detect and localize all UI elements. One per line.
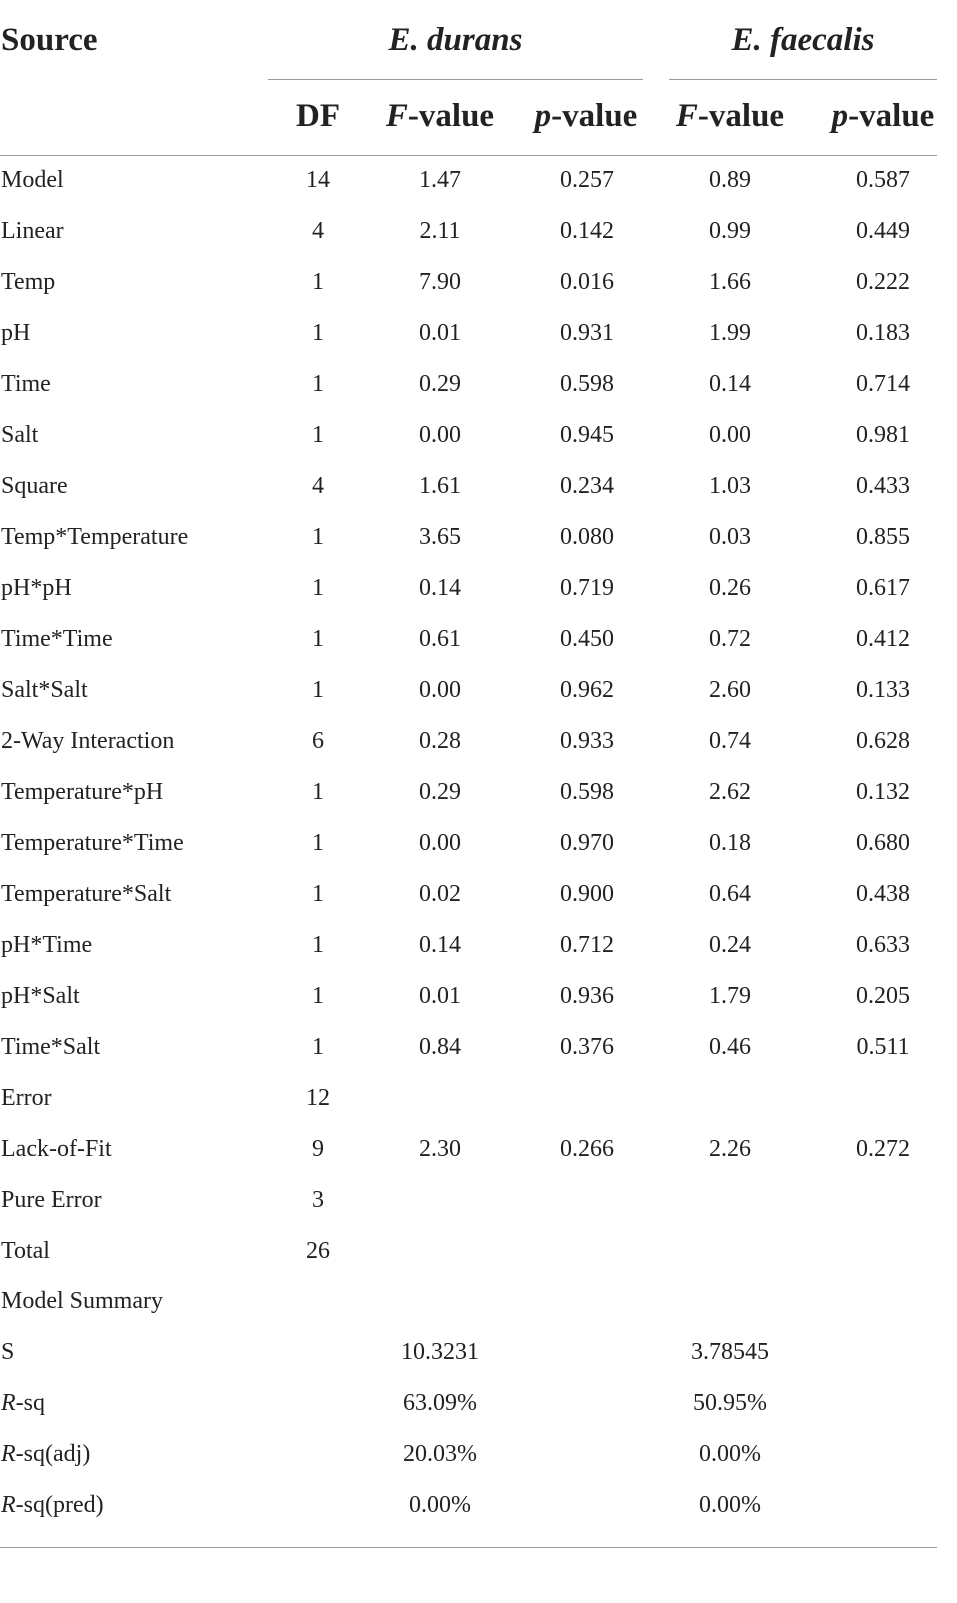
row-df: 1	[312, 779, 324, 805]
table-row	[0, 1022, 957, 1073]
row-p-value-durans: 0.970	[560, 830, 614, 856]
row-f-value-faecalis: 0.89	[709, 167, 751, 193]
header-p-value-1	[520, 96, 652, 136]
header-p-value-2	[812, 96, 954, 136]
summary-title-row	[0, 1276, 957, 1327]
header-species-1	[268, 20, 643, 60]
table-row	[0, 359, 957, 410]
row-f-value-durans: 7.90	[419, 269, 461, 295]
row-f-value-durans: 0.14	[419, 932, 461, 958]
summary-label	[1, 1480, 104, 1531]
table-row	[0, 716, 957, 767]
row-p-value-faecalis: 0.222	[856, 269, 910, 295]
row-p-value-faecalis: 0.714	[856, 371, 910, 397]
row-p-value-faecalis: 0.587	[856, 167, 910, 193]
row-f-value-durans: 0.00	[419, 422, 461, 448]
summary-label-text: -sq(adj)	[15, 1441, 91, 1467]
row-source: Error	[1, 1085, 52, 1111]
row-f-value-faecalis: 2.26	[709, 1136, 751, 1162]
row-f-value-durans: 0.01	[419, 320, 461, 346]
row-df: 12	[306, 1085, 330, 1111]
table-row	[0, 155, 957, 206]
species-2-name: E. faecalis	[731, 22, 875, 58]
row-source: pH	[1, 320, 31, 346]
table-row	[0, 257, 957, 308]
table-row	[0, 461, 957, 512]
row-p-value-faecalis: 0.433	[856, 473, 910, 499]
summary-label-symbol: R	[1, 1390, 16, 1416]
row-f-value-faecalis: 1.79	[709, 983, 751, 1009]
row-p-value-durans: 0.376	[560, 1034, 614, 1060]
row-df: 1	[312, 575, 324, 601]
f-symbol: F	[675, 98, 698, 134]
species-1-name: E. durans	[388, 22, 523, 58]
summary-label-text: -sq	[15, 1390, 46, 1416]
p-symbol: p	[534, 98, 552, 134]
row-df: 1	[312, 422, 324, 448]
summary-value-durans: 10.3231	[401, 1339, 479, 1365]
row-p-value-durans: 0.450	[560, 626, 614, 652]
row-p-value-durans: 0.234	[560, 473, 614, 499]
row-f-value-faecalis: 0.74	[709, 728, 751, 754]
summary-title: Model Summary	[1, 1288, 163, 1314]
row-f-value-faecalis: 1.03	[709, 473, 751, 499]
row-df: 1	[312, 320, 324, 346]
header-species-2	[669, 20, 937, 60]
row-source: Linear	[1, 218, 64, 244]
table-row	[0, 206, 957, 257]
row-source: Pure Error	[1, 1187, 102, 1213]
row-source: Time*Salt	[1, 1034, 101, 1060]
row-df: 14	[306, 167, 330, 193]
row-p-value-faecalis: 0.449	[856, 218, 910, 244]
row-source: pH*Time	[1, 932, 93, 958]
row-f-value-durans: 0.29	[419, 371, 461, 397]
f-suffix: -value	[407, 98, 495, 134]
row-p-value-faecalis: 0.855	[856, 524, 910, 550]
table-row	[0, 869, 957, 920]
row-source: pH*pH	[1, 575, 72, 601]
row-df: 1	[312, 371, 324, 397]
table-bottom-rule	[0, 1547, 937, 1548]
row-p-value-durans: 0.931	[560, 320, 614, 346]
row-f-value-durans: 2.30	[419, 1136, 461, 1162]
p-symbol: p	[831, 98, 849, 134]
row-p-value-faecalis: 0.981	[856, 422, 910, 448]
row-source: Square	[1, 473, 68, 499]
row-source: Model	[1, 167, 64, 193]
row-df: 1	[312, 626, 324, 652]
row-f-value-faecalis: 0.26	[709, 575, 751, 601]
f-symbol: F	[385, 98, 408, 134]
table-row	[0, 1124, 957, 1175]
table-row	[0, 767, 957, 818]
row-f-value-durans: 0.28	[419, 728, 461, 754]
table-row	[0, 614, 957, 665]
summary-value-faecalis: 0.00%	[699, 1492, 761, 1518]
row-f-value-durans: 0.29	[419, 779, 461, 805]
row-f-value-faecalis: 0.72	[709, 626, 751, 652]
row-df: 1	[312, 1034, 324, 1060]
row-source: Temp	[1, 269, 56, 295]
row-p-value-durans: 0.016	[560, 269, 614, 295]
p-suffix: -value	[848, 98, 935, 134]
row-df: 4	[312, 218, 324, 244]
row-source: Time*Time	[1, 626, 113, 652]
table-row	[0, 1073, 957, 1124]
row-p-value-faecalis: 0.438	[856, 881, 910, 907]
row-source: Temperature*Time	[1, 830, 184, 856]
summary-label	[1, 1327, 14, 1378]
row-source: Salt*Salt	[1, 677, 88, 703]
row-df: 9	[312, 1136, 324, 1162]
row-f-value-faecalis: 0.64	[709, 881, 751, 907]
summary-label-symbol: R	[1, 1441, 16, 1467]
table-row	[0, 308, 957, 359]
table-row	[0, 1175, 957, 1226]
row-p-value-durans: 0.936	[560, 983, 614, 1009]
species-2-rule	[669, 79, 937, 80]
summary-row	[0, 1429, 957, 1480]
row-f-value-faecalis: 0.18	[709, 830, 751, 856]
summary-label	[1, 1378, 45, 1429]
table-row	[0, 818, 957, 869]
row-p-value-faecalis: 0.132	[856, 779, 910, 805]
summary-value-faecalis: 50.95%	[693, 1390, 767, 1416]
summary-value-faecalis: 3.78545	[691, 1339, 769, 1365]
row-p-value-faecalis: 0.412	[856, 626, 910, 652]
table-row	[0, 920, 957, 971]
row-f-value-faecalis: 0.03	[709, 524, 751, 550]
row-df: 6	[312, 728, 324, 754]
p-suffix: -value	[551, 98, 638, 134]
row-f-value-faecalis: 1.66	[709, 269, 751, 295]
row-p-value-faecalis: 0.183	[856, 320, 910, 346]
header-source: Source	[1, 22, 98, 58]
row-p-value-durans: 0.598	[560, 779, 614, 805]
row-f-value-durans: 0.00	[419, 830, 461, 856]
table-row	[0, 512, 957, 563]
row-df: 1	[312, 830, 324, 856]
row-df: 1	[312, 677, 324, 703]
row-df: 4	[312, 473, 324, 499]
row-f-value-durans: 3.65	[419, 524, 461, 550]
row-f-value-faecalis: 2.60	[709, 677, 751, 703]
row-p-value-durans: 0.257	[560, 167, 614, 193]
row-p-value-faecalis: 0.205	[856, 983, 910, 1009]
row-f-value-durans: 1.61	[419, 473, 461, 499]
row-f-value-faecalis: 0.46	[709, 1034, 751, 1060]
summary-value-durans: 20.03%	[403, 1441, 477, 1467]
row-f-value-faecalis: 0.14	[709, 371, 751, 397]
row-df: 1	[312, 269, 324, 295]
row-p-value-faecalis: 0.633	[856, 932, 910, 958]
summary-value-durans: 63.09%	[403, 1390, 477, 1416]
row-f-value-durans: 0.00	[419, 677, 461, 703]
header-f-value-2	[666, 96, 794, 136]
summary-label-text: -sq(pred)	[15, 1492, 104, 1518]
row-df: 1	[312, 932, 324, 958]
row-p-value-durans: 0.900	[560, 881, 614, 907]
row-f-value-faecalis: 2.62	[709, 779, 751, 805]
summary-value-durans: 0.00%	[409, 1492, 471, 1518]
summary-label	[1, 1429, 90, 1480]
row-p-value-durans: 0.945	[560, 422, 614, 448]
row-p-value-faecalis: 0.680	[856, 830, 910, 856]
table-row	[0, 410, 957, 461]
row-p-value-durans: 0.719	[560, 575, 614, 601]
species-1-rule	[268, 79, 643, 80]
row-source: Temperature*pH	[1, 779, 164, 805]
row-p-value-durans: 0.712	[560, 932, 614, 958]
row-p-value-faecalis: 0.617	[856, 575, 910, 601]
row-p-value-durans: 0.933	[560, 728, 614, 754]
row-source: Salt	[1, 422, 39, 448]
row-f-value-faecalis: 1.99	[709, 320, 751, 346]
row-p-value-durans: 0.266	[560, 1136, 614, 1162]
summary-label-text: S	[1, 1339, 15, 1365]
row-source: Lack-of-Fit	[1, 1136, 112, 1162]
row-f-value-durans: 1.47	[419, 167, 461, 193]
row-source: Time	[1, 371, 51, 397]
table-row	[0, 971, 957, 1022]
f-suffix: -value	[697, 98, 785, 134]
row-p-value-durans: 0.142	[560, 218, 614, 244]
row-source: 2-Way Interaction	[1, 728, 175, 754]
row-f-value-durans: 0.61	[419, 626, 461, 652]
row-f-value-faecalis: 0.00	[709, 422, 751, 448]
row-df: 1	[312, 524, 324, 550]
row-source: pH*Salt	[1, 983, 80, 1009]
header-df: DF	[296, 98, 340, 134]
table-row	[0, 665, 957, 716]
row-f-value-durans: 0.01	[419, 983, 461, 1009]
row-df: 26	[306, 1238, 330, 1264]
row-p-value-faecalis: 0.272	[856, 1136, 910, 1162]
header-f-value-1	[376, 96, 504, 136]
row-source: Temperature*Salt	[1, 881, 172, 907]
row-p-value-faecalis: 0.628	[856, 728, 910, 754]
row-p-value-durans: 0.598	[560, 371, 614, 397]
row-f-value-durans: 0.14	[419, 575, 461, 601]
summary-value-faecalis: 0.00%	[699, 1441, 761, 1467]
table-row	[0, 563, 957, 614]
row-df: 1	[312, 881, 324, 907]
table-row	[0, 1226, 957, 1277]
row-p-value-durans: 0.962	[560, 677, 614, 703]
row-f-value-durans: 0.02	[419, 881, 461, 907]
summary-row	[0, 1480, 957, 1531]
row-p-value-durans: 0.080	[560, 524, 614, 550]
row-f-value-faecalis: 0.24	[709, 932, 751, 958]
summary-row	[0, 1378, 957, 1429]
row-df: 1	[312, 983, 324, 1009]
summary-label-symbol: R	[1, 1492, 16, 1518]
summary-row	[0, 1327, 957, 1378]
row-f-value-faecalis: 0.99	[709, 218, 751, 244]
row-p-value-faecalis: 0.133	[856, 677, 910, 703]
row-f-value-durans: 0.84	[419, 1034, 461, 1060]
row-df: 3	[312, 1187, 324, 1213]
row-source: Temp*Temperature	[1, 524, 189, 550]
row-source: Total	[1, 1238, 50, 1264]
row-f-value-durans: 2.11	[419, 218, 461, 244]
row-p-value-faecalis: 0.511	[856, 1034, 910, 1060]
